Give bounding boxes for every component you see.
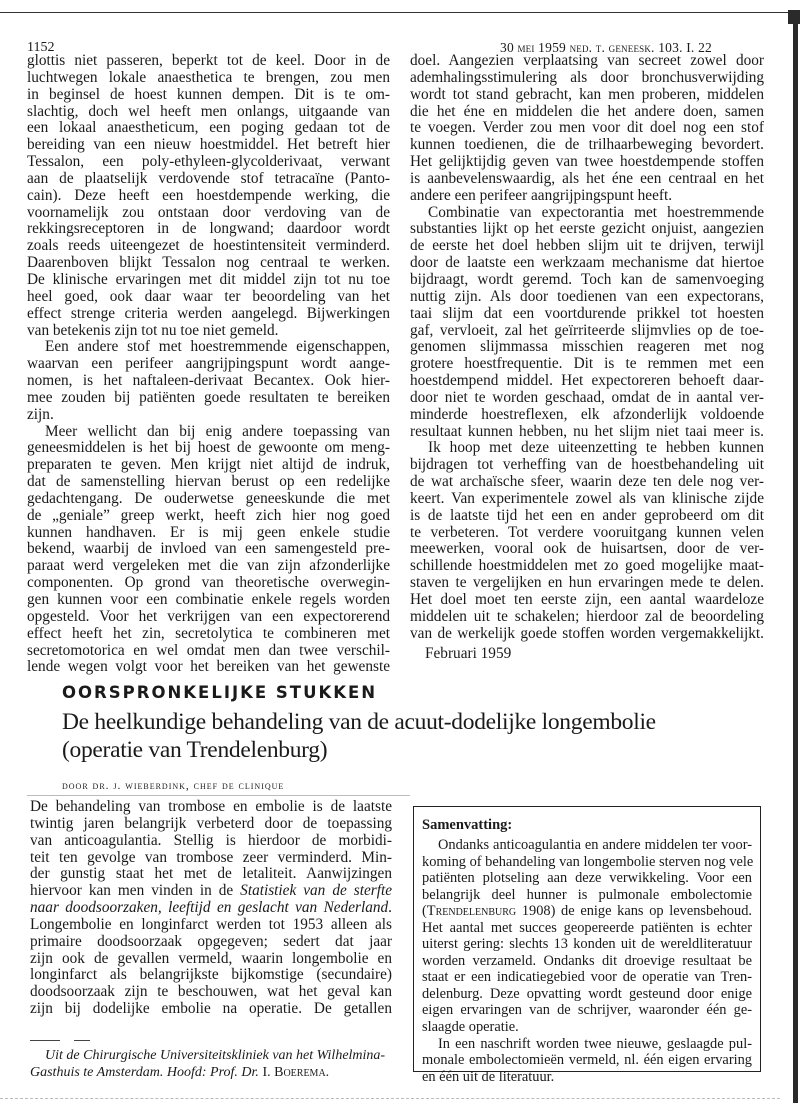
text-line: de wat archaïsche sfeer, waarin deze ten dele nog ver- <box>410 473 764 491</box>
text-line: doodsoorzaak zijn te beschouwen, wat het geval kan <box>30 983 392 1001</box>
text-line: middelen uit te schakelen; hierdoor zal de beoordeling <box>410 607 764 625</box>
text-line <box>30 883 392 900</box>
text-line: Combinatie van expectorantia met hoestremmende <box>428 203 764 221</box>
text-line: in beginsel de hoest kunnen dempen. Dit is te om- <box>27 85 390 103</box>
text-line: aan de plaatselijk verdovende stof tetracaïne (Panto- <box>27 169 390 187</box>
text-line: slachtig, doch wel heeft men onlangs, uitgaande van <box>27 102 390 120</box>
text-line: secretomotorica en wel omdat men dan twee verschil- <box>27 641 390 659</box>
text-line: taai slijm dat een voortdurende prikkel tot hoesten <box>410 304 764 322</box>
text-line: Tessalon, een poly-ethyleen-glycolderivaat, verwant <box>27 153 390 171</box>
footnote-rule <box>30 1040 105 1042</box>
article-body <box>30 799 392 1018</box>
text-line: minderde hoestreflexen, elk afzonderlijk voldoende <box>410 405 764 423</box>
text-line: preparaten te geven. Men krijgt niet altijd de indruk, <box>27 456 390 474</box>
text-line: Ik hoop met deze uiteenzetting te hebben kunnen <box>428 439 764 457</box>
text-line: Ondanks anticoagulantia en andere middelen ter voor- <box>438 837 752 853</box>
affiliation-footnote <box>30 1048 392 1081</box>
text-line <box>30 900 392 917</box>
text-line: van de werkelijk goede stoffen worden vergemakkelijkt. <box>410 624 764 642</box>
text-line: teit ten gevolge van trombose zeer verminderd. Min- <box>30 848 392 866</box>
text-line: componenten. Op grond van theoretische overwegin- <box>27 574 390 592</box>
text-fragment: 1908) de enige kans op levensbehoud. <box>516 903 752 920</box>
italic-reference: Statistiek van de sterfte <box>240 882 392 900</box>
text-line: zoals reeds uiteengezet de hoestintensiteit verminderd. <box>27 237 390 255</box>
text-line: kunnen toedienen, die de trilhaarbeweging bevordert. <box>410 136 764 154</box>
text-line: schillende hoestmiddelen met zo goed mogelijke maat- <box>410 557 764 575</box>
text-line: primaire doodsoorzaak opgegeven; sedert dat jaar <box>30 932 392 950</box>
byline: door dr. j. wieberdink, chef de clinique <box>62 780 285 792</box>
text-line: substanties lijkt op het eerste gezicht onjuist, aangezien <box>410 220 764 238</box>
text-line: andere een perifeer aangrijpingspunt heeft. <box>410 186 673 204</box>
text-line: In een naschrift worden twee nieuwe, geslaagde pul- <box>438 1035 752 1052</box>
text-line: van anticoagulantia. Stellig is hierdoor de morbidi- <box>30 831 392 849</box>
text-line: meewerken, vooral ook de huisartsen, door de ver- <box>410 540 764 558</box>
summary-title: Samenvatting: <box>422 817 513 833</box>
italic-reference: naar doodsoorzaken, leeftijd en geslacht van Nederland <box>30 899 389 917</box>
text-line: rekkingsreceptoren in de longwand; daardoor wordt <box>27 220 390 238</box>
text-line: bijdraagt, wordt geremd. Toch kan de samenvoeging <box>410 270 764 288</box>
text-line: Het gelijktijdig geven van twee hoestdempende stoffen <box>410 153 764 171</box>
text-line: dat de samenstelling hiervan berust op een redelijke <box>27 473 390 491</box>
text-line: mee zouden bij patiënten goede resultaten te bereiken <box>27 388 390 406</box>
text-line: genomen slijmmassa misschien reageren met nog <box>410 338 764 356</box>
text-line: een lokaal anaestheticum, een poging gedaan tot de <box>27 119 390 137</box>
running-head-day: 30 <box>500 40 514 55</box>
text-line: Daarenboven blijkt Tessalon nog centraal te werken. <box>27 254 390 272</box>
text-line: opgesteld. Voor het verkrijgen van een expectorerend <box>27 607 390 625</box>
signoff-date: Februari 1959 <box>425 645 512 662</box>
text-line: paraat werd vergeleken met die van zijn afzonderlijke <box>27 557 390 575</box>
text-line: nuttig zijn. Als door toedienen van een expectorans, <box>410 287 764 305</box>
text-line: belangrijk deel hunner is pulmonale embolectomie <box>422 886 752 903</box>
text-line: grotere hoestfrequentie. Dit is te remmen met een <box>410 355 764 373</box>
text-line: te voegen. Verder zou men voor dit doel nog een stof <box>410 119 764 137</box>
text-line: eigen ervaringen van de schrijver, waaronder één ge- <box>422 1002 752 1019</box>
text-line: uiterst gering: slechts 13 konden uit de wereldliteratuur <box>422 936 752 953</box>
text-line: monale embolectomieën vermeld, nl. één eigen ervaring <box>422 1052 752 1069</box>
running-head-issue: I. 22 <box>686 40 712 55</box>
text-line: patiënten plotseling aan deze verwikkeling. Voor een <box>422 870 752 887</box>
text-line: Longembolie en longinfarct werden tot 1953 alleen als <box>30 915 392 933</box>
page-edge-corner <box>788 10 800 24</box>
text-line: Meer wellicht dan bij enig andere toepassing van <box>45 422 390 440</box>
footnote-institution: Gasthuis te Amsterdam. Hoofd: Prof. Dr. <box>30 1064 259 1080</box>
text-line: worden verzameld. Ondanks dit droevige resultaat be <box>422 952 752 969</box>
text-line: resultaat kunnen hebben, nu het slijm niet taai meer is. <box>410 422 764 440</box>
top-page-rule <box>0 12 790 13</box>
page-edge-shadow <box>793 10 798 1103</box>
text-line: bereiding van een nieuw hoestmiddel. Het betreft hier <box>27 136 390 154</box>
text-line: staat er een indicatiegebied voor de operatie van Tren- <box>422 969 752 986</box>
text-line: luchtwegen lokale anaesthetica te brengen, zou men <box>27 68 390 86</box>
text-line: effect heeft het zin, secretolytica te combineren met <box>27 624 390 642</box>
text-line: die het éne en middelen die het andere doen, samen <box>410 102 764 120</box>
running-head-journal: ned. t. geneesk. <box>569 40 655 55</box>
right-column-text <box>410 53 764 643</box>
text-line: bekend, waarbij de invloed van een samengesteld pre- <box>27 540 390 558</box>
article-title <box>62 708 782 764</box>
text-line: slaagde operatie. <box>422 1019 519 1036</box>
summary-box <box>413 806 761 1085</box>
text-line: gen kunnen voor een combinatie enkele regels worden <box>27 591 390 608</box>
text-line: staven te vergelijken en hun ervaringen mede te delen. <box>410 574 764 592</box>
text-line: waarvan een perifeer aangrijpingspunt wordt aange- <box>27 355 390 373</box>
text-line: zijn ook de gevallen vermeld, waarin longembolie en <box>30 949 392 967</box>
text-line: hoestdempend middel. Het expectoreren behoeft daar- <box>410 372 764 390</box>
text-line: doel. Aangezien verplaatsing van secreet zowel door <box>410 52 764 69</box>
left-column-text <box>27 53 390 676</box>
text-line: nomen, is het naftaleen-derivaat Becantex. Ook hier- <box>27 372 390 390</box>
text-line: wordt tot stand gebracht, kan men proberen, middelen <box>410 85 764 103</box>
running-head-year: 1959 <box>538 40 566 55</box>
text-line: der gunstig staat het met de letaliteit. Aanwijzingen <box>30 865 392 883</box>
text-line: bijdragen tot verheffing van de hoestbehandeling uit <box>410 456 764 474</box>
text-line: ademhalingsstimulering als door bronchusverwijding <box>410 68 764 86</box>
text-line: glottis niet passeren, beperkt tot de keel. Door in de <box>27 52 390 69</box>
page-number: 1152 <box>27 40 55 55</box>
footnote-line-2 <box>30 1065 392 1082</box>
text-line: door de laatste een werkzaam mechanisme dat hiertoe <box>410 254 764 272</box>
summary-body <box>422 837 752 1085</box>
text-line: van betekenis zijn tot nu toe niet gemeld. <box>27 321 279 339</box>
text-line: delenburg. Deze opvatting wordt gesteund door enige <box>422 985 752 1002</box>
text-line: heel goed, ook daar waar ter beoordeling van het <box>27 287 390 305</box>
text-line: te verbeteren. Tot verdere vooruitgang kunnen velen <box>410 523 764 541</box>
text-fragment: . <box>388 899 392 917</box>
text-line: geneesmiddelen is het bij hoest de gewoonte om meng- <box>27 439 390 457</box>
text-line: Het doel moet ten eerste zijn, een aantal waardeloze <box>410 591 764 608</box>
text-line: gaf, vervloeit, zal het geïrriteerde slijmvlies op de toe- <box>410 321 764 339</box>
text-line: twintig jaren belangrijk verbeterd door de toepassing <box>30 814 392 832</box>
text-line: de eerste het doel hebben slijm uit te drijven, terwijl <box>410 237 764 255</box>
text-line: De klinische ervaringen met dit middel zijn tot nu toe <box>27 270 390 288</box>
text-line: (Trendelenburg 1908) de enige kans op levensbehoud. <box>422 903 752 920</box>
text-line: De behandeling van trombose en embolie is de laatste <box>30 798 392 815</box>
text-line: koming of behandeling van longembolie sterven nog vele <box>422 853 754 870</box>
footnote-head-name: Boerema. <box>274 1064 330 1080</box>
text-line: is de laatste tijd het een en ander geprobeerd om dit <box>410 506 764 524</box>
text-line: voornamelijk zou ontstaan door verdoving van de <box>27 203 390 221</box>
text-line: keert. Van experimentele zowel als van klinische zijde <box>410 489 764 507</box>
text-line: en één uit de literatuur. <box>422 1068 555 1085</box>
text-line: Een andere stof met hoestremmende eigenschappen, <box>45 338 390 356</box>
text-line: cain). Deze heeft een hoestdempende werking, die <box>27 186 390 204</box>
text-fragment: hiervoor kan men vinden in de <box>30 882 241 900</box>
running-head-month: mei <box>517 40 535 55</box>
text-line: Het aantal met succes geopereerde patiënten is echter <box>422 919 752 936</box>
text-line: is aanbevelenswaardig, als het éne een centraal en het <box>410 169 764 187</box>
text-line: longinfarct als belangrijkste bijkomstige (secundaire) <box>30 966 392 984</box>
byline-rule <box>27 795 410 796</box>
bottom-scan-artifact <box>0 1098 780 1100</box>
section-label: OORSPRONKELIJKE STUKKEN <box>62 683 378 702</box>
running-head-volume: 103. <box>658 40 683 55</box>
text-line: lende wegen volgt voor het bereiken van het gewenste <box>27 658 390 676</box>
text-line: de „geniale” greep werkt, heeft zich hier nog goed <box>27 506 390 524</box>
text-line: zijn bij dodelijke embolie na operatie. De getallen <box>30 1000 392 1018</box>
footnote-initial: I. <box>258 1064 275 1080</box>
text-line: effect strenge criteria werden aangelegd. Bijwerkingen <box>27 304 390 322</box>
text-line: kunnen handhaven. Er is mij geen enkele studie <box>27 523 390 541</box>
article-title-line-1: De heelkundige behandeling van de acuut-dodelijke longembolie <box>62 709 656 735</box>
text-line: gedachtengang. De ouderwetse geneeskunde die met <box>27 489 390 507</box>
text-line: door niet te worden geschaad, omdat de in aantal ver- <box>410 388 764 406</box>
article-title-line-2: (operatie van Trendelenburg) <box>62 737 328 763</box>
author-name-smallcaps: Trendelenburg <box>426 903 517 920</box>
footnote-line-1: Uit de Chirurgische Universiteitskliniek van het Wilhelmina- <box>45 1048 386 1063</box>
text-line: zijn. <box>27 405 54 423</box>
